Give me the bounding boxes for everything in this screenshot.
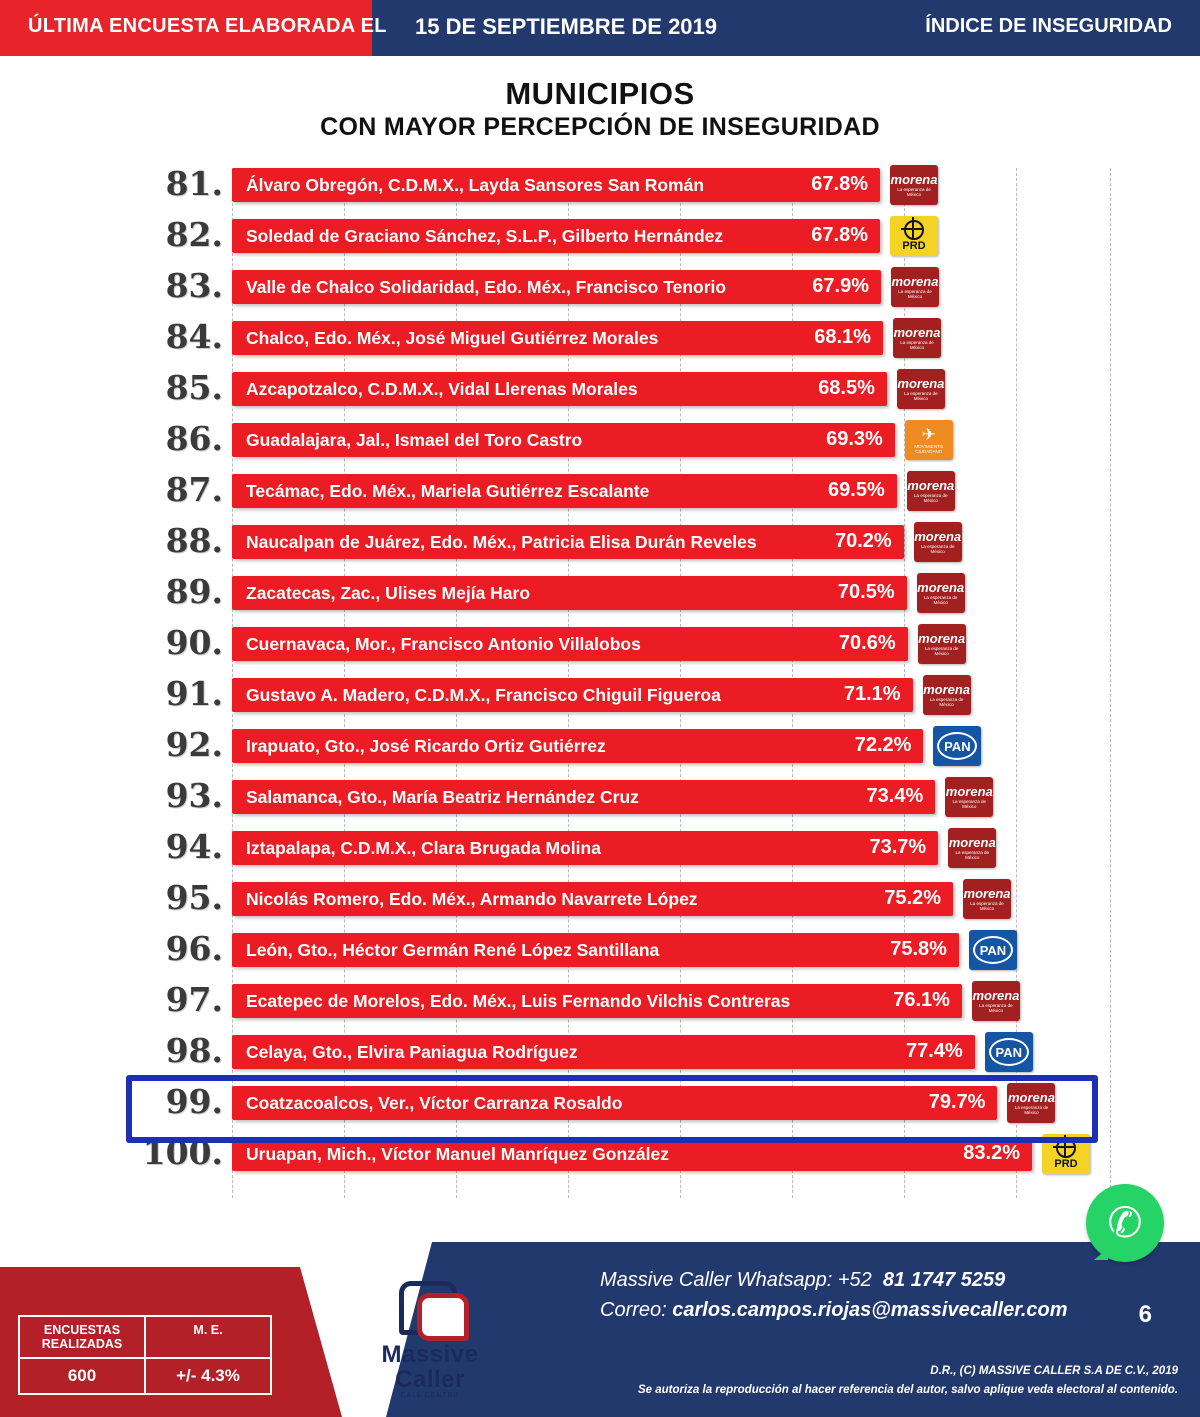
bar-label: Iztapalapa, C.D.M.X., Clara Brugada Molina <box>246 838 601 858</box>
chart-row <box>0 211 1200 262</box>
email-label: Correo: <box>600 1299 667 1321</box>
whatsapp-icon: ✆ <box>1086 1184 1164 1262</box>
bar-label: Salamanca, Gto., María Beatriz Hernández Cruz <box>246 787 639 807</box>
page-subtitle: CON MAYOR PERCEPCIÓN DE INSEGURIDAD <box>320 113 880 141</box>
bar-value: 67.9% <box>812 275 869 297</box>
bar-label: Tecámac, Edo. Méx., Mariela Gutiérrez Escalante <box>246 481 650 501</box>
rank-label: 83. <box>165 266 223 305</box>
legal-line1: D.R., (C) MASSIVE CALLER S.A DE C.V., 2019 <box>930 1365 1178 1378</box>
party-logo-morena-icon: morena La esperanza de México <box>893 318 941 358</box>
rank-label: 89. <box>165 572 223 611</box>
page-header <box>0 0 1200 56</box>
rank-label: 95. <box>165 878 223 917</box>
bar <box>232 933 959 967</box>
bar-value: 67.8% <box>811 173 868 195</box>
bar <box>232 474 897 508</box>
bar <box>232 219 880 253</box>
bar-value: 70.6% <box>838 632 896 654</box>
surveys-header: ENCUESTAS REALIZADAS <box>20 1317 146 1358</box>
chart-row <box>0 976 1200 1027</box>
rank-label: 91. <box>165 674 223 713</box>
bar <box>232 372 887 406</box>
bar <box>232 168 880 202</box>
whatsapp-number: 81 1747 5259 <box>882 1269 1006 1291</box>
bar <box>232 423 895 457</box>
bar-label: Zacatecas, Zac., Ulises Mejía Haro <box>246 583 531 603</box>
bar-value: 70.2% <box>834 530 892 552</box>
party-logo-morena-icon: morena La esperanza de México <box>918 624 966 664</box>
rank-label: 85. <box>165 368 223 407</box>
party-logo-morena-icon: morena La esperanza de México <box>945 777 993 817</box>
bar <box>232 270 881 304</box>
margin-error-value: +/- 4.3% <box>146 1357 270 1393</box>
chart-row <box>0 313 1200 364</box>
contact-block <box>600 1265 1068 1325</box>
chart-row <box>0 466 1200 517</box>
bar <box>232 984 962 1018</box>
bar <box>232 780 935 814</box>
rank-label: 86. <box>165 419 223 458</box>
whatsapp-label: Massive Caller Whatsapp: +52 <box>600 1269 872 1291</box>
bar-label: León, Gto., Héctor Germán René López Santillana <box>246 940 660 960</box>
party-logo-prd-icon: PRD <box>1042 1134 1090 1174</box>
party-logo-pan-icon: PAN <box>933 726 981 766</box>
party-logo-morena-icon: morena La esperanza de México <box>948 828 996 868</box>
bar-value: 75.8% <box>890 938 947 960</box>
margin-error-header: M. E. <box>193 1322 223 1337</box>
bar-value: 71.1% <box>843 683 901 705</box>
bar-label: Valle de Chalco Solidaridad, Edo. Méx., Francisco Tenorio <box>246 277 727 297</box>
rank-label: 81. <box>165 164 223 203</box>
rank-label: 99. <box>165 1082 223 1121</box>
brand-line2: Caller <box>395 1366 465 1394</box>
rank-label: 97. <box>165 980 223 1019</box>
bar-label: Soledad de Graciano Sánchez, S.L.P., Gilberto Hernández <box>246 226 724 246</box>
legal-line2: Se autoriza la reproducción al hacer referencia del autor, salvo aplique veda electoral al contenido. <box>637 1383 1178 1396</box>
survey-info-table <box>18 1315 272 1395</box>
rank-label: 94. <box>165 827 223 866</box>
surveys-value: 600 <box>20 1357 146 1393</box>
bar-value: 76.1% <box>893 989 950 1011</box>
bar-value: 69.5% <box>828 479 885 501</box>
chart-row <box>0 1027 1200 1078</box>
bar-value: 73.7% <box>869 836 927 858</box>
bar-label: Ecatepec de Morelos, Edo. Méx., Luis Fernando Vilchis Contreras <box>246 991 791 1011</box>
bar-label: Chalco, Edo. Méx., José Miguel Gutiérrez Morales <box>246 328 659 348</box>
rank-label: 82. <box>165 215 223 254</box>
party-logo-morena-icon: morena La esperanza de México <box>917 573 965 613</box>
bar-value: 68.5% <box>818 377 875 399</box>
rank-label: 100. <box>142 1133 223 1172</box>
bar-value: 67.8% <box>811 224 868 246</box>
header-right-text: ÍNDICE DE INSEGURIDAD <box>925 15 1172 37</box>
chart-row <box>0 415 1200 466</box>
bar <box>232 576 907 610</box>
speech-bubbles-icon <box>395 1279 465 1339</box>
chart-row <box>0 772 1200 823</box>
chart-row <box>0 568 1200 619</box>
party-logo-morena-icon: morena La esperanza de México <box>907 471 955 511</box>
chart-row <box>0 160 1200 211</box>
rank-label: 96. <box>165 929 223 968</box>
bar-label: Uruapan, Mich., Víctor Manuel Manríquez González <box>246 1144 669 1164</box>
page-number: 6 <box>1138 1301 1152 1328</box>
chart-row <box>0 517 1200 568</box>
bar-value: 83.2% <box>963 1142 1020 1164</box>
rank-label: 93. <box>165 776 223 815</box>
party-logo-morena-icon: morena La esperanza de México <box>890 165 938 205</box>
bar <box>232 729 923 763</box>
bar-label: Álvaro Obregón, C.D.M.X., Layda Sansores San Román <box>246 175 705 195</box>
chart-row <box>0 721 1200 772</box>
brand-tagline: CALL CENTER <box>400 1392 460 1399</box>
party-logo-morena-icon: morena La esperanza de México <box>972 981 1020 1021</box>
bar-value: 69.3% <box>826 428 883 450</box>
chart-rows <box>0 160 1200 1180</box>
chart-row <box>0 670 1200 721</box>
party-logo-morena-icon: morena La esperanza de México <box>923 675 971 715</box>
rank-label: 92. <box>165 725 223 764</box>
bar <box>232 831 938 865</box>
rank-label: 88. <box>165 521 223 560</box>
party-logo-morena-icon: morena La esperanza de México <box>897 369 945 409</box>
bar-value: 77.4% <box>906 1040 963 1062</box>
chart-row <box>0 874 1200 925</box>
party-logo-morena-icon: morena La esperanza de México <box>1007 1083 1055 1123</box>
party-logo-morena-icon: morena La esperanza de México <box>914 522 962 562</box>
party-logo-mc-icon: ✈ MOVIMIENTO CIUDADANO <box>905 420 953 460</box>
bar <box>232 525 904 559</box>
bar-label: Naucalpan de Juárez, Edo. Méx., Patricia Elisa Durán Reveles <box>246 532 757 552</box>
bar-value: 79.7% <box>928 1091 986 1113</box>
massive-caller-logo <box>345 1279 515 1399</box>
bar-label: Celaya, Gto., Elvira Paniagua Rodríguez <box>246 1042 578 1062</box>
party-logo-morena-icon: morena La esperanza de México <box>963 879 1011 919</box>
page-title: MUNICIPIOS <box>505 76 695 111</box>
bar-label: Guadalajara, Jal., Ismael del Toro Castro <box>246 430 583 450</box>
email-address[interactable]: carlos.campos.riojas@massivecaller.com <box>672 1299 1068 1321</box>
bar-label: Irapuato, Gto., José Ricardo Ortiz Gutiérrez <box>246 736 606 756</box>
header-date: 15 DE SEPTIEMBRE DE 2019 <box>415 14 718 39</box>
bar-value: 75.2% <box>884 887 942 909</box>
bar <box>232 627 908 661</box>
party-logo-morena-icon: morena La esperanza de México <box>891 267 939 307</box>
chart-row <box>0 823 1200 874</box>
rank-label: 98. <box>165 1031 223 1070</box>
bar-value: 73.4% <box>866 785 924 807</box>
bar <box>232 882 953 916</box>
chart-row <box>0 262 1200 313</box>
bar-label: Nicolás Romero, Edo. Méx., Armando Navarrete López <box>246 889 698 909</box>
bar-value: 68.1% <box>814 326 871 348</box>
bar-value: 70.5% <box>837 581 895 603</box>
header-left-text: ÚLTIMA ENCUESTA ELABORADA EL <box>28 15 387 37</box>
rank-label: 84. <box>165 317 223 356</box>
bar <box>232 1035 975 1069</box>
legal-notice <box>638 1362 1178 1399</box>
brand-line1: Massive <box>381 1341 479 1369</box>
rank-label: 90. <box>165 623 223 662</box>
party-logo-pan-icon: PAN <box>985 1032 1033 1072</box>
bar-label: Coatzacoalcos, Ver., Víctor Carranza Rosaldo <box>246 1093 623 1113</box>
chart-row <box>0 364 1200 415</box>
bar-label: Gustavo A. Madero, C.D.M.X., Francisco Chiguil Figueroa <box>246 685 721 705</box>
chart-row <box>0 925 1200 976</box>
rank-label: 87. <box>165 470 223 509</box>
bar-label: Cuernavaca, Mor., Francisco Antonio Villalobos <box>246 634 641 654</box>
chart-row <box>0 619 1200 670</box>
party-logo-pan-icon: PAN <box>969 930 1017 970</box>
highlight-box <box>126 1075 1098 1143</box>
insecurity-bar-chart <box>0 160 1200 1210</box>
bar-label: Azcapotzalco, C.D.M.X., Vidal Llerenas Morales <box>246 379 638 399</box>
party-logo-prd-icon: PRD <box>890 216 938 256</box>
bar-value: 72.2% <box>854 734 912 756</box>
bar <box>232 678 913 712</box>
bar <box>232 321 883 355</box>
